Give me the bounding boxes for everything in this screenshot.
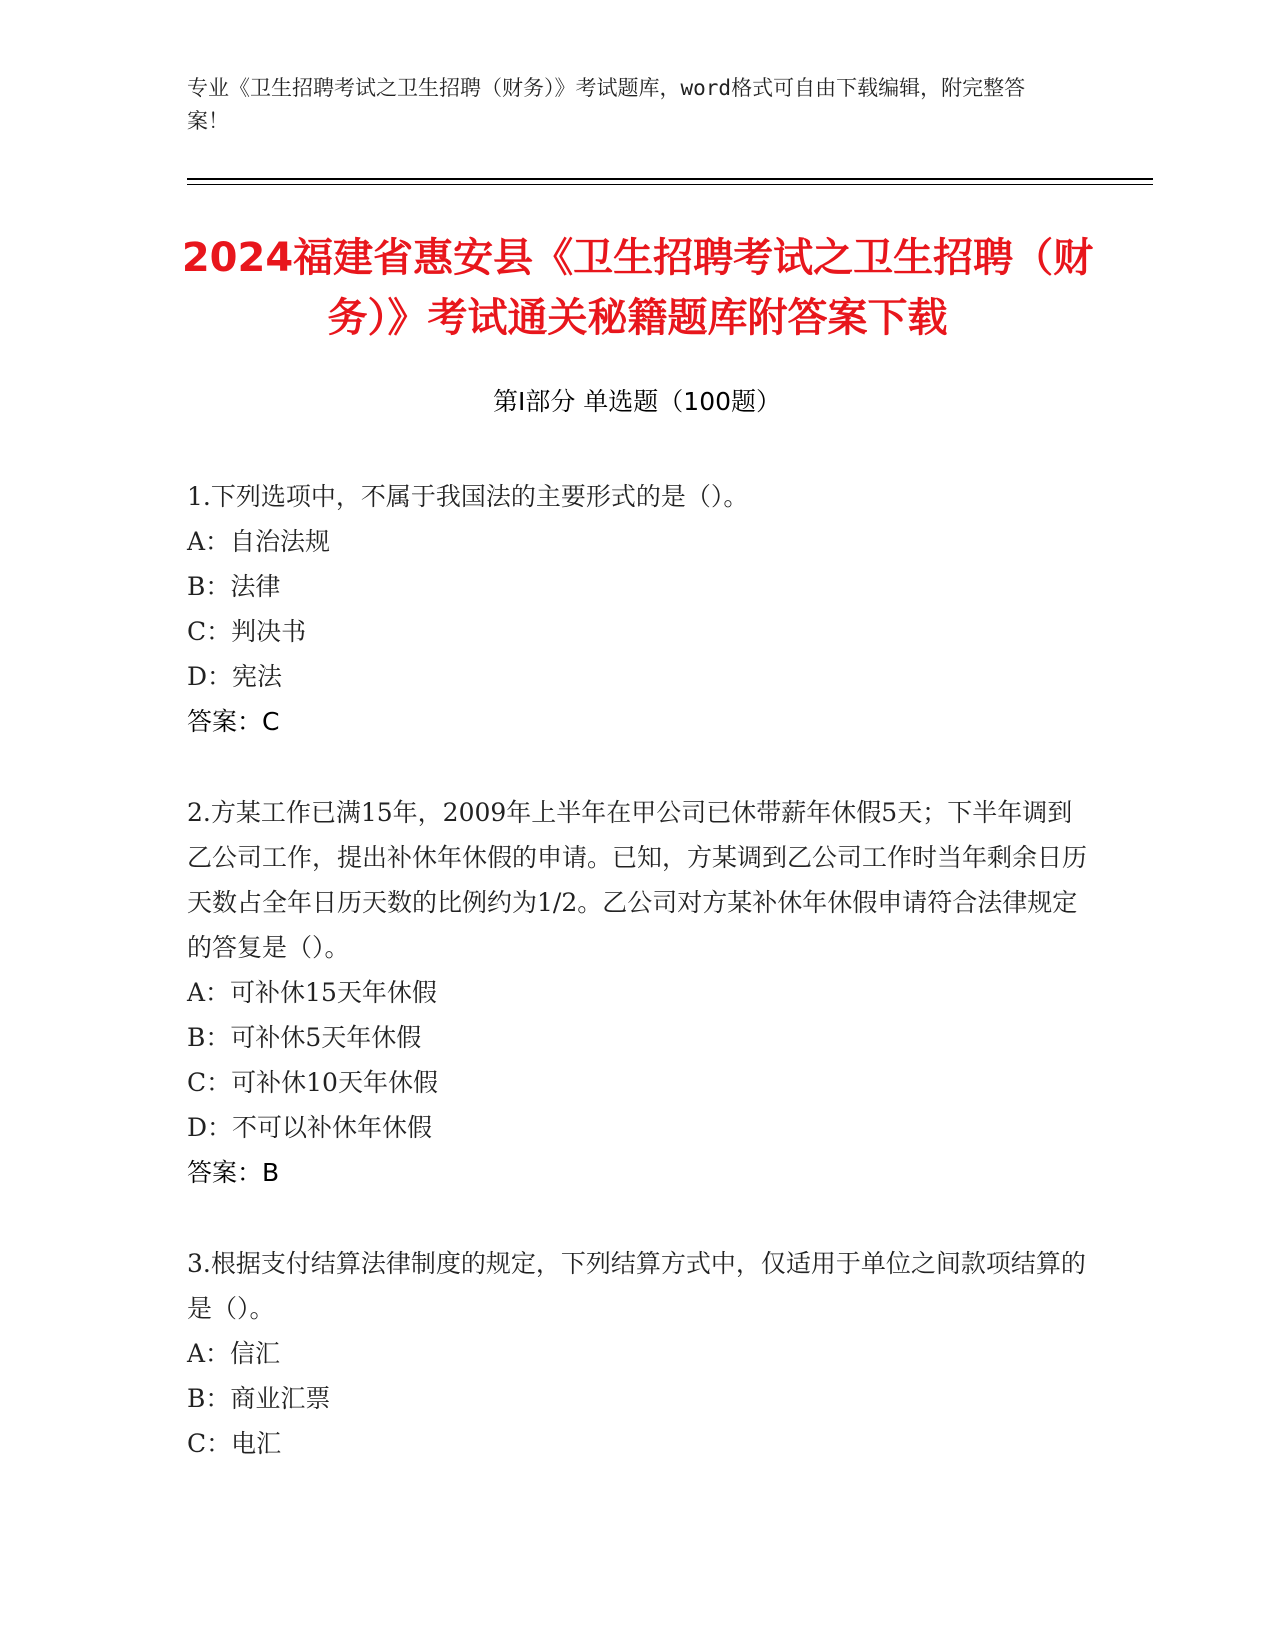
question-2	[187, 790, 1087, 1195]
document-title: 2024福建省惠安县《卫生招聘考试之卫生招聘（财务）》考试通关秘籍题库附答案下载	[181, 235, 1094, 341]
option-a: A：信汇	[187, 1339, 281, 1368]
question-list	[187, 474, 1087, 1512]
question-1	[187, 474, 1087, 744]
option-b: B：商业汇票	[187, 1384, 331, 1413]
answer-line: 答案：C	[187, 707, 280, 736]
question-stem: 2.方某工作已满15年，2009年上半年在甲公司已休带薪年休假5天；下半年调到乙公司工作，提出补休年休假的申请。已知，方某调到乙公司工作时当年剩余日历天数占全年日历天数的比例约为1/2。乙公司对方某补休年休假申请符合法律规定的答复是（）。	[187, 798, 1088, 962]
option-b: B：法律	[187, 572, 281, 601]
question-stem: 1.下列选项中，不属于我国法的主要形式的是（）。	[187, 482, 749, 511]
option-c: C：可补休10天年休假	[187, 1068, 438, 1097]
option-a: A：自治法规	[187, 527, 331, 556]
option-b: B：可补休5天年休假	[187, 1023, 422, 1052]
question-3	[187, 1241, 1087, 1466]
header-note: 专业《卫生招聘考试之卫生招聘（财务）》考试题库，word格式可自由下载编辑，附完整答案！	[187, 76, 1026, 133]
header-rule-thick	[187, 178, 1153, 180]
question-stem: 3.根据支付结算法律制度的规定，下列结算方式中，仅适用于单位之间款项结算的是（）。	[187, 1249, 1086, 1323]
header-rule-thin	[187, 184, 1153, 185]
answer-line: 答案：B	[187, 1158, 280, 1187]
option-c: C：判决书	[187, 617, 307, 646]
section-heading: 第Ⅰ部分 单选题（100题）	[492, 387, 782, 416]
option-c: C：电汇	[187, 1429, 282, 1458]
option-d: D：宪法	[187, 662, 283, 691]
option-a: A：可补休15天年休假	[187, 978, 437, 1007]
option-d: D：不可以补休年休假	[187, 1113, 433, 1142]
